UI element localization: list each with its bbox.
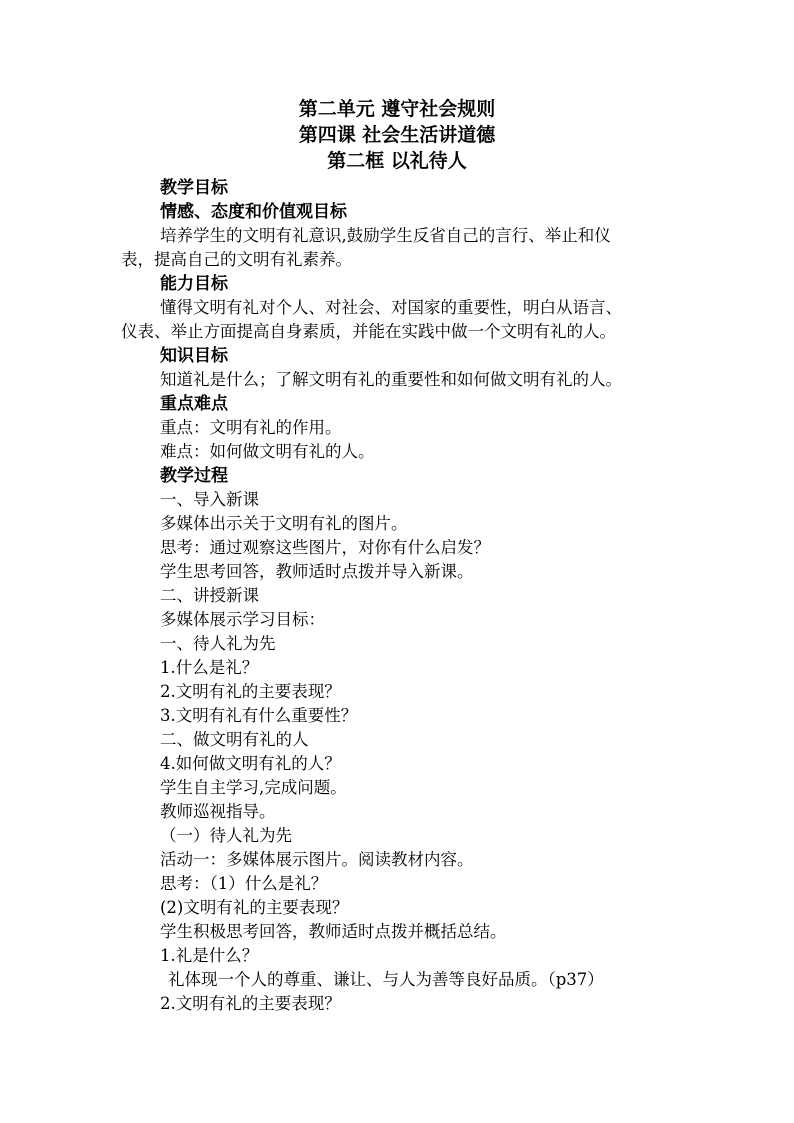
process-line: 1.礼是什么？	[160, 946, 259, 965]
process-line: 思考：（1）什么是礼？	[160, 874, 328, 893]
ability-goal-text-2: 仪表、举止方面提高自身素质，并能在实践中做一个文明有礼的人。	[121, 322, 616, 341]
process-line: 二、做文明有礼的人	[160, 730, 309, 749]
ability-goal-heading: 能力目标	[160, 274, 228, 294]
process-line: 一、待人礼为先	[160, 634, 276, 653]
ability-goal-text-1: 懂得文明有礼对个人、对社会、对国家的重要性，明白从语言、	[160, 298, 622, 317]
objectives-heading: 教学目标	[160, 178, 228, 198]
process-line: 礼体现一个人的尊重、谦让、与人为善等良好品质。（p37）	[168, 970, 604, 989]
process-line: 多媒体展示学习目标：	[160, 610, 325, 629]
process-line: 2.文明有礼的主要表现？	[160, 682, 341, 701]
unit-title: 第二单元 遵守社会规则	[298, 98, 496, 120]
process-line: 1.什么是礼？	[160, 658, 259, 677]
key-points-heading: 重点难点	[160, 394, 228, 414]
process-line: （一）待人礼为先	[160, 826, 292, 845]
process-line: 4.如何做文明有礼的人？	[160, 754, 341, 773]
process-line: 多媒体出示关于文明有礼的图片。	[160, 514, 408, 533]
process-line: 学生自主学习,完成问题。	[160, 778, 347, 797]
lesson-title: 第四课 社会生活讲道德	[298, 124, 496, 146]
process-line: 教师巡视指导。	[160, 802, 276, 821]
process-line: 一、导入新课	[160, 490, 259, 509]
process-line: 3.文明有礼有什么重要性？	[160, 706, 358, 725]
key-point-text: 重点：文明有礼的作用。	[160, 418, 342, 437]
process-line: (2)文明有礼的主要表现？	[160, 898, 349, 917]
section-title: 第二框 以礼待人	[327, 150, 467, 172]
knowledge-goal-heading: 知识目标	[160, 346, 228, 366]
process-line: 学生思考回答，教师适时点拨并导入新课。	[160, 562, 474, 581]
process-line: 思考：通过观察这些图片，对你有什么启发？	[160, 538, 490, 557]
emotion-goal-text-1: 培养学生的文明有礼意识,鼓励学生反省自己的言行、举止和仪	[160, 226, 611, 245]
process-line: 活动一：多媒体展示图片。阅读教材内容。	[160, 850, 474, 869]
process-line: 二、讲授新课	[160, 586, 259, 605]
knowledge-goal-text: 知道礼是什么；了解文明有礼的重要性和如何做文明有礼的人。	[160, 370, 622, 389]
process-line: 2.文明有礼的主要表现？	[160, 994, 341, 1013]
process-heading: 教学过程	[160, 466, 228, 486]
emotion-goal-heading: 情感、态度和价值观目标	[160, 202, 347, 222]
difficult-point-text: 难点：如何做文明有礼的人。	[160, 442, 375, 461]
process-line: 学生积极思考回答，教师适时点拨并概括总结。	[160, 922, 507, 941]
emotion-goal-text-2: 表，提高自己的文明有礼素养。	[121, 250, 352, 269]
